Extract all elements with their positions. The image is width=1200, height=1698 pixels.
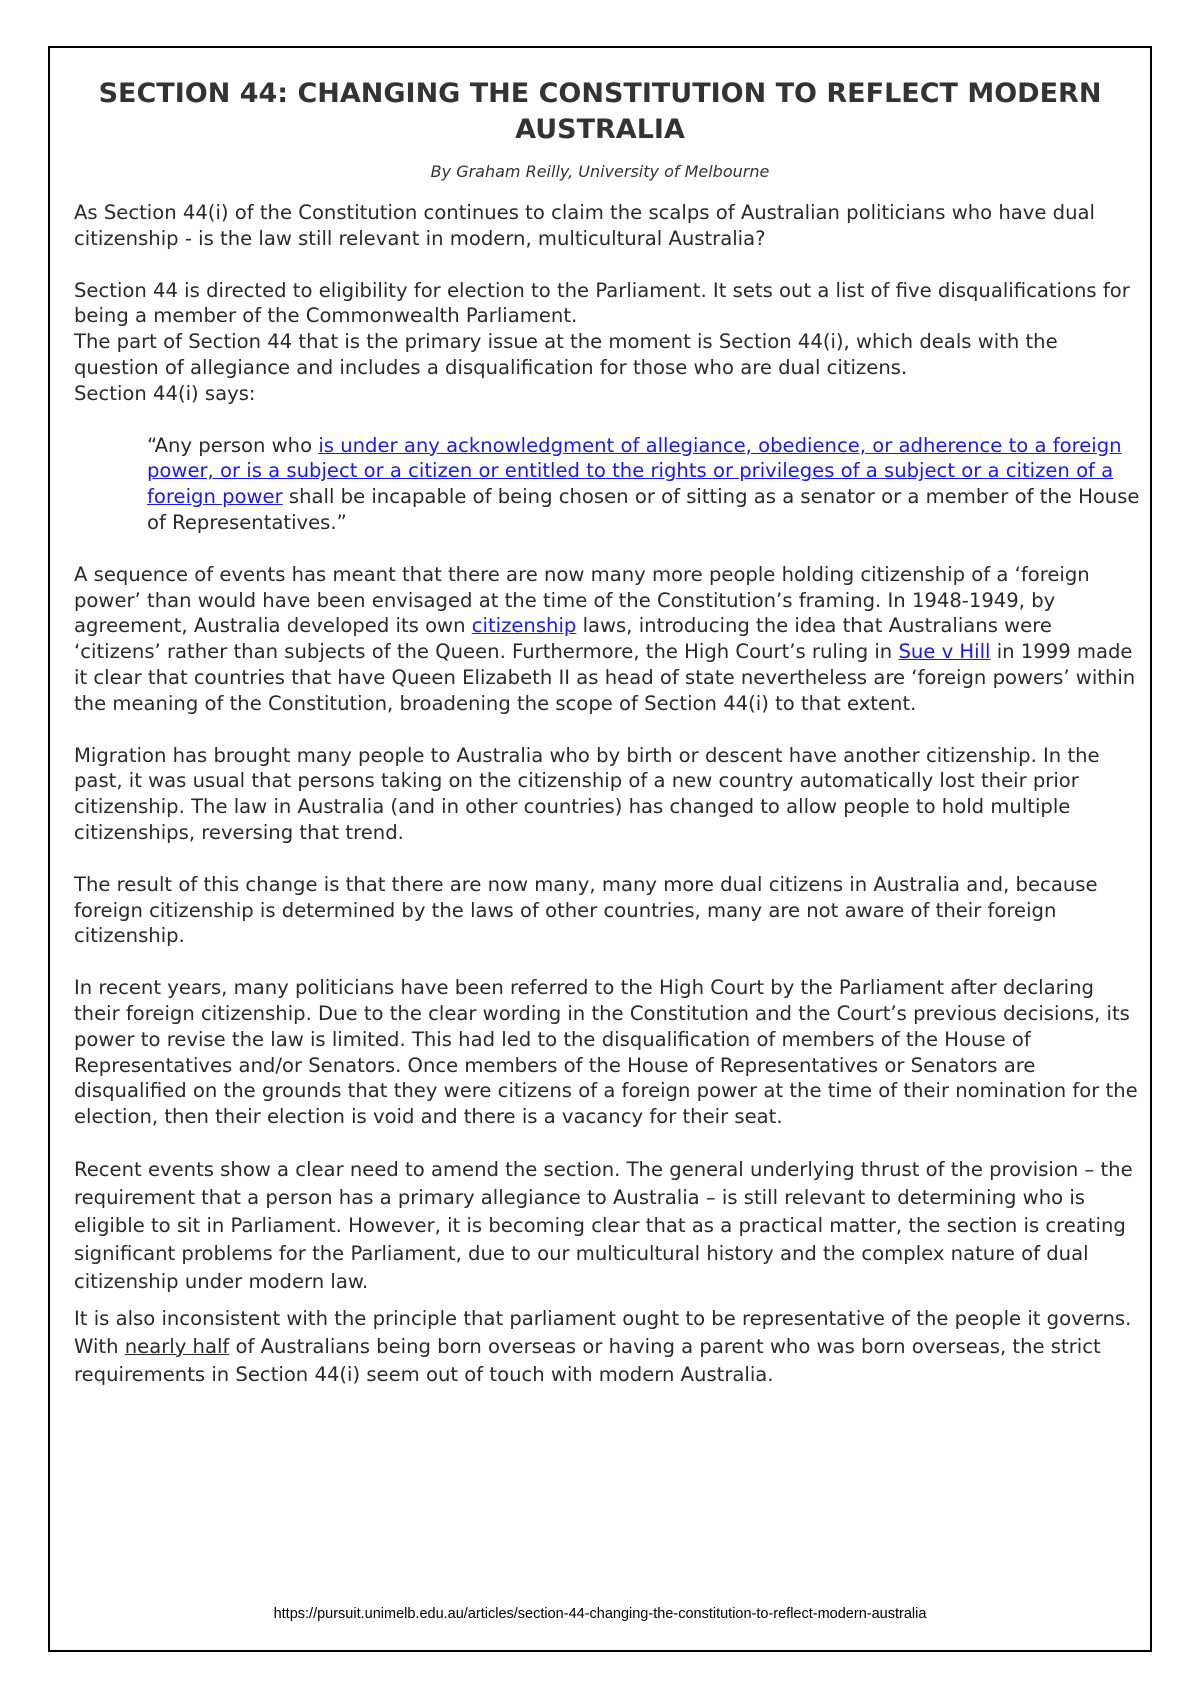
section44-line-3: Section 44(i) says:	[74, 381, 256, 405]
inconsistent-text-1: It is also inconsistent with the principle that parliament ought to be representative of the people it governs. With	[74, 1306, 1132, 1358]
sequence-paragraph	[74, 562, 1144, 717]
recent-years-paragraph: In recent years, many politicians have been referred to the High Court by the Parliament after declaring their foreign citizenship. Due to the clear wording in the Constitution and the Court’s previous decisions, its power to revise the law is limited. This had led to the disqualification of members of the House of Representatives and/or Senators. Once members of the House of Representatives or Senators are disqualified on the grounds that they were citizens of a foreign power at the time of their nomination for the election, then their election is void and there is a vacancy for their seat.	[74, 976, 1138, 1129]
article-body	[74, 200, 1144, 1389]
section44-quote	[147, 433, 1147, 536]
migration-paragraph: Migration has brought many people to Australia who by birth or descent have another citizenship. In the past, it was usual that persons taking on the citizenship of a new country automatically lost their prior citizenship. The law in Australia (and in other countries) has changed to allow people to hold multiple citizenships, reversing that trend.	[74, 743, 1100, 844]
document-frame	[48, 46, 1152, 1652]
quote-text-before: “Any person who	[147, 433, 319, 457]
sue-v-hill-link[interactable]: Sue v Hill	[898, 640, 991, 664]
sequence-text-3: in 1999 made it clear that countries that have Queen Elizabeth II as head of state nevertheless are ‘foreign powers’ within the meaning of the Constitution, broadening the scope of Section 44(i) to that extent.	[74, 640, 1136, 715]
section44-paragraph	[74, 278, 1144, 407]
inconsistent-paragraph	[74, 1305, 1144, 1389]
recent-events-paragraph: Recent events show a clear need to amend the section. The general underlying thrust of the provision – the requirement that a person has a primary allegiance to Australia – is still relevant to determining who is eligible to sit in Parliament. However, it is becoming clear that as a practical matter, the section is creating significant problems for the Parliament, due to our multicultural history and the complex nature of dual citizenship under modern law.	[74, 1157, 1133, 1293]
inconsistent-text-2: of Australians being born overseas or having a parent who was born overseas, the strict requirements in Section 44(i) seem out of touch with modern Australia.	[74, 1334, 1101, 1386]
intro-paragraph: As Section 44(i) of the Constitution continues to claim the scalps of Australian politicians who have dual citizenship - is the law still relevant in modern, multicultural Australia?	[74, 201, 1095, 250]
result-paragraph: The result of this change is that there are now many, many more dual citizens in Australia and, because foreign citizenship is determined by the laws of other countries, many are not aware of their foreign citizenship.	[74, 872, 1098, 948]
section44-line-1: Section 44 is directed to eligibility for election to the Parliament. It sets out a list of five disqualifications for being a member of the Commonwealth Parliament.	[74, 278, 1130, 328]
quote-link[interactable]: is under any acknowledgment of allegiance, obedience, or adherence to a foreign power, or is a subject or a citizen or entitled to the rights or privileges of a subject or a citizen of a foreign power	[147, 433, 1122, 509]
sequence-text-1: A sequence of events has meant that there are now many more people holding citizenship of a ‘foreign power’ than would have been envisaged at the time of the Constitution’s framing. In 1948-1949, by agreement, Australia developed its own	[74, 562, 1090, 638]
quote-text-after: shall be incapable of being chosen or of sitting as a senator or a member of the House of Representatives.”	[147, 485, 1140, 534]
byline: By Graham Reilly, University of Melbourne	[430, 162, 770, 181]
document-title: SECTION 44: CHANGING THE CONSTITUTION TO REFLECT MODERN AUSTRALIA	[98, 78, 1102, 145]
nearly-half-link[interactable]: nearly half	[124, 1334, 230, 1358]
source-url: https://pursuit.unimelb.edu.au/articles/section-44-changing-the-constitution-to-reflect-modern-australia	[273, 1606, 927, 1622]
section44-line-2: The part of Section 44 that is the primary issue at the moment is Section 44(i), which deals with the question of allegiance and includes a disqualification for those who are dual citizens.	[74, 330, 1058, 379]
sequence-text-2: laws, introducing the idea that Australians were ‘citizens’ rather than subjects of the Queen. Furthermore, the High Court’s ruling in	[74, 614, 1052, 664]
citizenship-link[interactable]: citizenship	[471, 614, 577, 638]
